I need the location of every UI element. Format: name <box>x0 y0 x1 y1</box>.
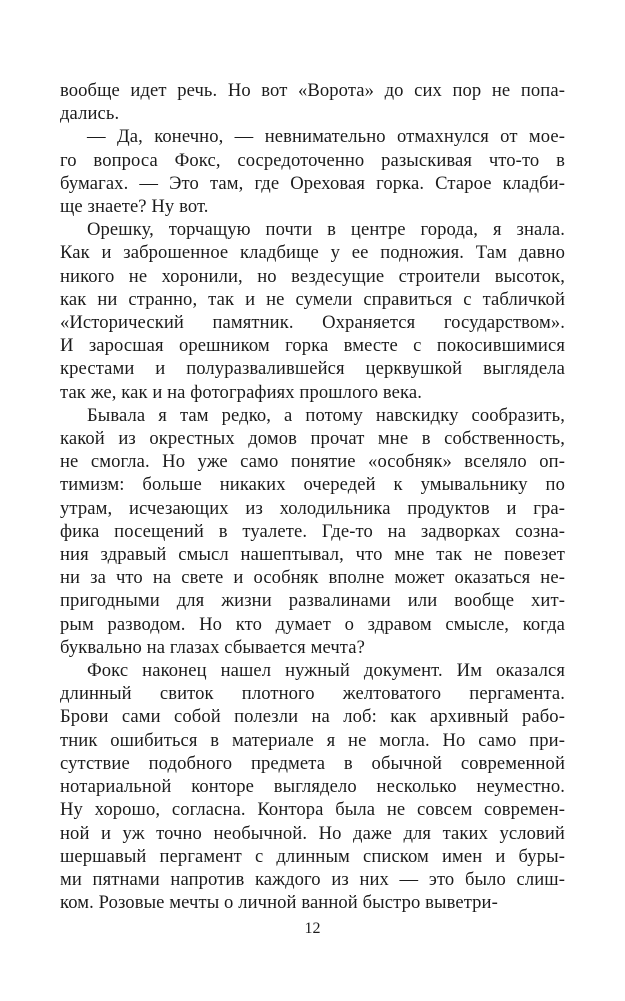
paragraph <box>60 79 565 125</box>
text-line: ни за что на свете и особняк вполне может оказаться не- <box>60 567 565 589</box>
paragraph <box>60 125 565 218</box>
text-line: буквально на глазах сбывается мечта? <box>60 636 365 658</box>
text-line: Брови сами собой полезли на лоб: как архивный рабо- <box>60 706 565 728</box>
text-line: утрам, исчезающих из холодильника продуктов и гра- <box>60 497 565 519</box>
text-line: шершавый пергамент с длинным списком имен и буры- <box>60 845 565 867</box>
text-line: Бывала я там редко, а потому навскидку сообразить, <box>87 404 565 426</box>
paragraph <box>60 404 565 659</box>
text-line: бумагах. — Это там, где Ореховая горка. Старое кладби- <box>60 172 565 194</box>
text-line: длинный свиток плотного желтоватого пергамента. <box>60 683 565 705</box>
text-line: ной и уж точно необычной. Но даже для таких условий <box>60 822 565 844</box>
text-line: сутствие подобного предмета в обычной современной <box>60 752 565 774</box>
text-line: Фокс наконец нашел нужный документ. Им оказался <box>87 660 565 682</box>
text-line: ми пятнами напротив каждого из них — это было слиш- <box>60 868 565 890</box>
text-line: Как и заброшенное кладбище у ее подножия. Там давно <box>60 242 565 264</box>
text-line: рым разводом. Но кто думает о здравом смысле, когда <box>60 613 565 635</box>
text-line: пригодными для жизни развалинами или вообще хит- <box>60 590 565 612</box>
page-text <box>60 79 565 914</box>
text-line: вообще идет речь. Но вот «Ворота» до сих пор не попа- <box>60 80 565 101</box>
text-line: дались. <box>60 103 120 125</box>
text-line: какой из окрестных домов прочат мне в собственность, <box>60 428 565 450</box>
text-line: ния здравый смысл нашептывал, что мне так не повезет <box>60 544 565 566</box>
paragraph <box>60 218 565 404</box>
text-line: ком. Розовые мечты о личной ванной быстро выветри- <box>60 892 498 914</box>
text-line: тимизм: больше никаких очередей к умывальнику по <box>60 474 565 496</box>
text-line: как ни странно, так и не сумели справиться с табличкой <box>60 288 565 310</box>
text-line: так же, как и на фотографиях прошлого века. <box>60 381 422 403</box>
text-line: И заросшая орешником горка вместе с покосившимися <box>60 335 565 357</box>
text-line: го вопроса Фокс, сосредоточенно разыскивая что-то в <box>60 149 565 171</box>
text-line: «Исторический памятник. Охраняется государством». <box>60 312 565 334</box>
paragraph <box>60 659 565 914</box>
text-line: Орешку, торчащую почти в центре города, я знала. <box>87 219 565 241</box>
text-line: нотариальной конторе выглядело несколько неуместно. <box>60 776 565 798</box>
text-line: — Да, конечно, — невнимательно отмахнулся от мое- <box>87 126 565 148</box>
page-number: 12 <box>304 920 321 937</box>
text-line: крестами и полуразвалившейся церквушкой выглядела <box>60 358 565 380</box>
text-line: никого не хоронили, но вездесущие строители высоток, <box>60 265 565 287</box>
text-line: ще знаете? Ну вот. <box>60 196 209 218</box>
text-line: Ну хорошо, согласна. Контора была не совсем современ- <box>60 799 565 821</box>
text-line: тник ошибиться в материале я не могла. Но само при- <box>60 729 565 751</box>
text-line: не смогла. Но уже само понятие «особняк» вселяло оп- <box>60 451 565 473</box>
text-line: фика посещений в туалете. Где-то на задворках созна- <box>60 520 565 542</box>
